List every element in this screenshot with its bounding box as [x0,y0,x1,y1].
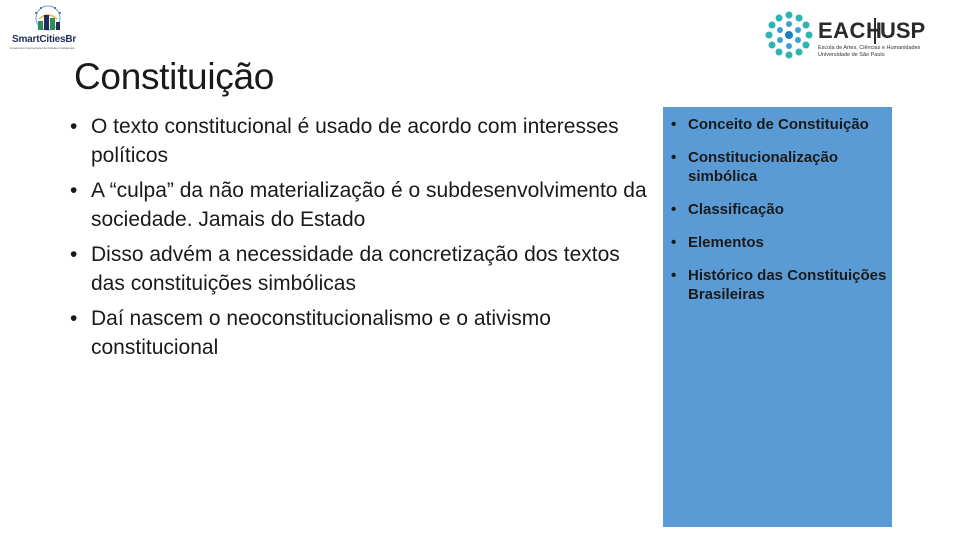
topic-text: Constitucionalização simbólica [688,149,839,185]
each-emblem-icon [764,10,814,60]
slide-title: Constituição [74,56,275,97]
bullet-icon: • [671,267,677,284]
topic-item [671,148,892,186]
bullet-item [70,240,650,298]
bullet-icon: • [70,307,78,330]
each-subtitle-line1: Escola de Artes, Ciências e Humanidades [818,45,921,51]
topic-text: Histórico das Constituições Brasileiras [688,267,887,303]
topic-item [671,266,892,304]
topics-list [663,107,892,304]
bullet-icon: • [671,149,677,166]
bullet-text: Daí nascem o neoconstitucionalismo e o ativismo constitucional [91,307,551,359]
topics-side-panel [663,107,892,527]
topic-item [671,233,892,252]
each-usp-logo [762,8,942,64]
bullet-item [70,304,650,362]
smartcitiesbr-logo [8,4,94,54]
bullet-text: Disso advém a necessidade da concretização dos textos das constituições simbólicas [91,243,620,295]
each-wordmark: EACH [818,18,883,43]
topic-text: Classificação [688,201,784,218]
bullet-text: O texto constitucional é usado de acordo com interesses políticos [91,115,619,167]
bullet-icon: • [671,116,677,133]
smartcitiesbr-tagline: Congresso Internacional de Cidades Inteligentes [10,47,75,50]
bullet-icon: • [70,115,78,138]
usp-wordmark: USP [874,18,925,44]
topic-text: Elementos [688,234,764,251]
bullet-item [70,176,650,234]
topic-text: Conceito de Constituição [688,116,869,133]
city-skyline-icon [8,4,94,34]
topic-item [671,115,892,134]
bullet-icon: • [671,201,677,218]
bullet-icon: • [70,243,78,266]
each-subtitle-line2: Universidade de São Paulo [818,52,885,58]
bullet-icon: • [671,234,677,251]
bullet-icon: • [70,179,78,202]
topic-item [671,200,892,219]
main-bullet-list [70,112,650,368]
each-subtitle [818,45,920,59]
smartcitiesbr-wordmark: SmartCitiesBr [12,34,77,45]
bullet-text: A “culpa” da não materialização é o subdesenvolvimento da sociedade. Jamais do Estado [91,179,647,231]
bullet-item [70,112,650,170]
